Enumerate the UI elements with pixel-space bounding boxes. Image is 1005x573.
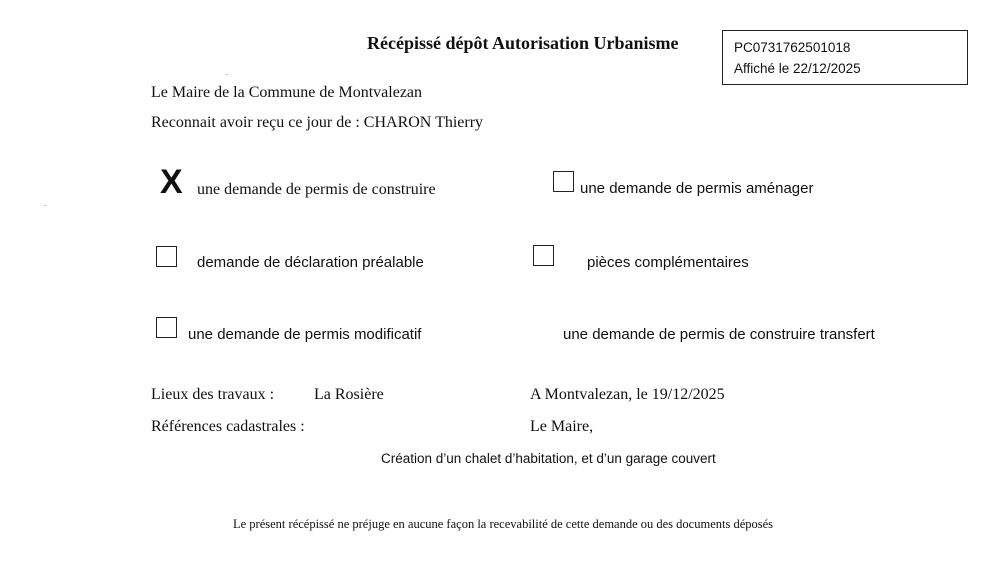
option-declaration-prealable-label: demande de déclaration préalable xyxy=(197,254,424,271)
option-permis-construire-label: une demande de permis de construire xyxy=(197,181,436,198)
scan-speck xyxy=(226,74,228,75)
option-permis-modificatif-label: une demande de permis modificatif xyxy=(188,326,422,343)
mayor-signatory: Le Maire, xyxy=(530,418,594,435)
scan-speck xyxy=(44,205,46,206)
work-location-value: La Rosière xyxy=(314,386,384,403)
cadastral-references-label: Références cadastrales : xyxy=(151,418,305,435)
footer-disclaimer: Le présent récépissé ne préjuge en aucune façon la recevabilité de cette demande ou des documents déposés xyxy=(233,517,774,531)
place-and-date: A Montvalezan, le 19/12/2025 xyxy=(530,386,725,403)
reference-number: PC0731762501018 xyxy=(734,40,851,55)
mayor-line: Le Maire de la Commune de Montvalezan xyxy=(151,84,423,101)
work-location-label: Lieux des travaux : xyxy=(151,386,275,403)
document-title: Récépissé dépôt Autorisation Urbanisme xyxy=(367,33,679,53)
checked-x-mark: X xyxy=(160,163,183,201)
reference-box xyxy=(722,30,968,85)
project-description: Création d’un chalet d’habitation, et d’un garage couvert xyxy=(381,451,716,466)
received-from-line: Reconnait avoir reçu ce jour de : CHARON Thierry xyxy=(151,114,484,131)
checkbox-declaration-prealable[interactable] xyxy=(156,246,177,267)
checkbox-permis-amenager[interactable] xyxy=(553,171,574,192)
checkbox-pieces-complementaires[interactable] xyxy=(533,245,554,266)
option-permis-transfert-label: une demande de permis de construire transfert xyxy=(563,326,875,343)
option-permis-amenager-label: une demande de permis aménager xyxy=(580,180,814,197)
posted-date: Affiché le 22/12/2025 xyxy=(734,61,861,76)
checkbox-permis-modificatif[interactable] xyxy=(156,317,177,338)
option-pieces-complementaires-label: pièces complémentaires xyxy=(587,254,749,271)
